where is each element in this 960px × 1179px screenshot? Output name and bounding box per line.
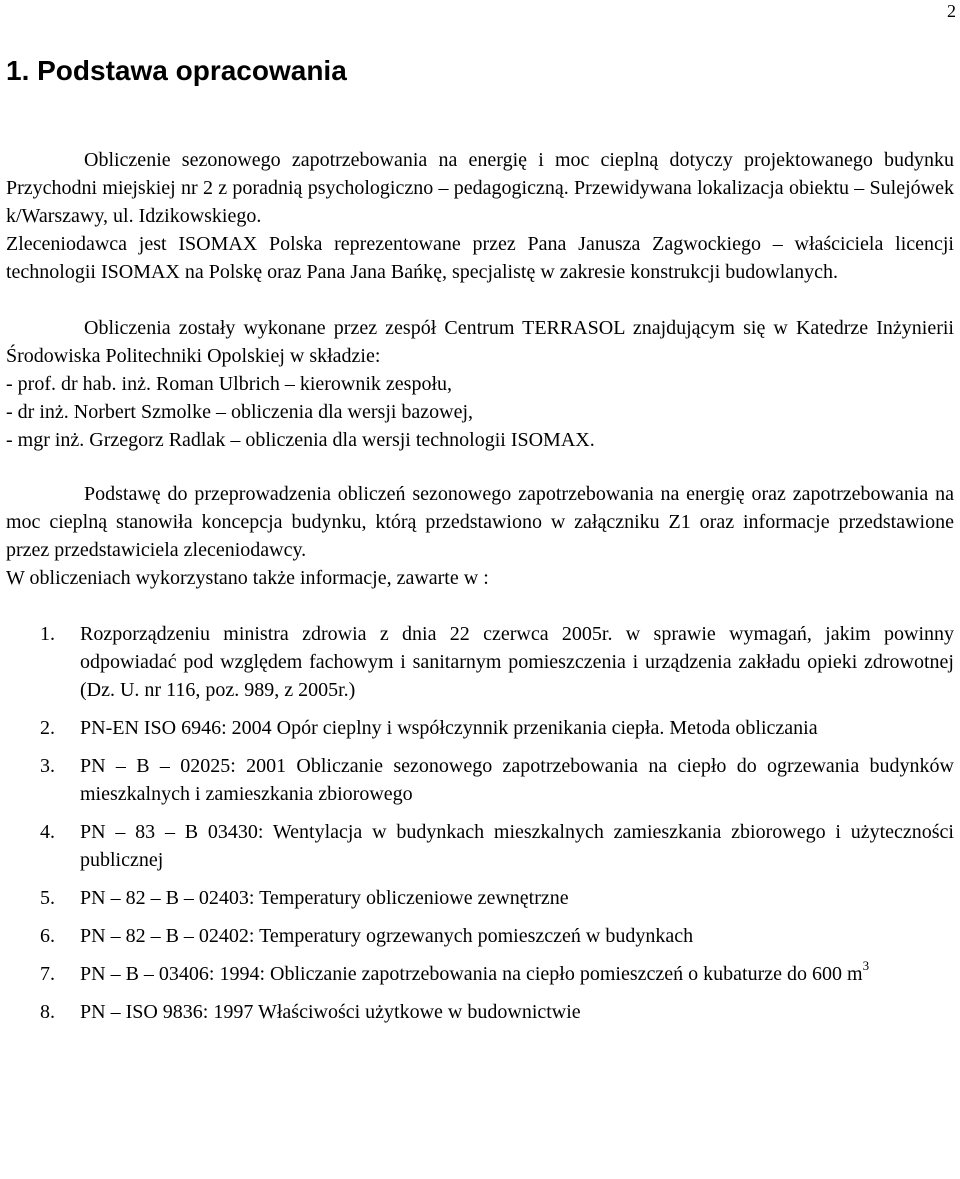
reference-item	[6, 714, 954, 742]
reference-item	[6, 884, 954, 912]
team-list	[6, 370, 954, 454]
reference-text: PN – 83 – B 03430: Wentylacja w budynkach mieszkalnych zamieszkania zbiorowego i użyteczności publicznej	[80, 821, 954, 871]
reference-text: PN – 82 – B – 02403: Temperatury obliczeniowe zewnętrzne	[80, 887, 569, 909]
team-member: - mgr inż. Grzegorz Radlak – obliczenia dla wersji technologii ISOMAX.	[6, 429, 595, 451]
section-heading: 1. Podstawa opracowania	[6, 55, 347, 86]
paragraph-basis: Podstawę do przeprowadzenia obliczeń sezonowego zapotrzebowania na energię oraz zapotrzebowania na moc cieplną stanowiła koncepcja budynku, którą przedstawiono w załączniku Z1 oraz informacje przedstawione przez przedstawiciela zleceniodawcy.	[6, 483, 954, 561]
reference-item	[6, 620, 954, 704]
reference-number: 3.	[40, 755, 55, 777]
reference-item	[6, 818, 954, 874]
reference-text	[74, 960, 954, 988]
paragraph-client: Zleceniodawca jest ISOMAX Polska reprezentowane przez Pana Janusza Zagwockiego – właściciela licencji technologii ISOMAX na Polskę oraz Pana Jana Bańkę, specjalistę w zakresie konstrukcji budowlanych.	[6, 233, 954, 283]
reference-item	[6, 998, 954, 1026]
reference-item	[6, 922, 954, 950]
reference-number: 5.	[40, 887, 55, 909]
reference-text: PN – 82 – B – 02402: Temperatury ogrzewanych pomieszczeń w budynkach	[80, 925, 694, 947]
reference-number: 7.	[40, 963, 55, 985]
team-member: - prof. dr hab. inż. Roman Ulbrich – kierownik zespołu,	[6, 373, 453, 395]
superscript-exponent: 3	[862, 958, 870, 973]
reference-text: Rozporządzeniu ministra zdrowia z dnia 22 czerwca 2005r. w sprawie wymagań, jakim powinny odpowiadać pod względem fachowym i sanitarnym pomieszczenia i urządzenia zakładu opieki zdrowotnej (Dz. U. nr 116, poz. 989, z 2005r.)	[80, 623, 954, 701]
reference-number: 6.	[40, 925, 55, 947]
paragraph-references-intro: W obliczeniach wykorzystano także informacje, zawarte w :	[6, 567, 489, 589]
reference-text: PN – ISO 9836: 1997 Właściwości użytkowe w budownictwie	[80, 1001, 581, 1023]
document-body	[6, 146, 954, 1036]
reference-text-main: PN – B – 03406: 1994: Obliczanie zapotrzebowania na ciepło pomieszczeń o kubaturze do 600 m	[80, 963, 863, 985]
reference-item	[6, 752, 954, 808]
team-member: - dr inż. Norbert Szmolke – obliczenia dla wersji bazowej,	[6, 401, 474, 423]
references-list	[6, 620, 954, 1026]
reference-text: PN-EN ISO 6946: 2004 Opór cieplny i współczynnik przenikania ciepła. Metoda obliczania	[80, 717, 818, 739]
reference-number: 1.	[40, 623, 55, 645]
paragraph-scope: Obliczenie sezonowego zapotrzebowania na energię i moc cieplną dotyczy projektowanego budynku Przychodni miejskiej nr 2 z poradnią psychologiczno – pedagogiczną. Przewidywana lokalizacja obiektu – Sulejówek k/Warszawy, ul. Idzikowskiego.	[6, 149, 954, 227]
reference-number: 4.	[40, 821, 55, 843]
paragraph-team-intro: Obliczenia zostały wykonane przez zespół Centrum TERRASOL znajdującym się w Katedrze Inżynierii Środowiska Politechniki Opolskiej w składzie:	[6, 317, 954, 367]
reference-number: 8.	[40, 1001, 55, 1023]
page-number: 2	[947, 1, 956, 21]
reference-item	[6, 960, 954, 988]
reference-text: PN – B – 02025: 2001 Obliczanie sezonowego zapotrzebowania na ciepło do ogrzewania budynków mieszkalnych i zamieszkania zbiorowego	[80, 755, 954, 805]
reference-number: 2.	[40, 717, 55, 739]
